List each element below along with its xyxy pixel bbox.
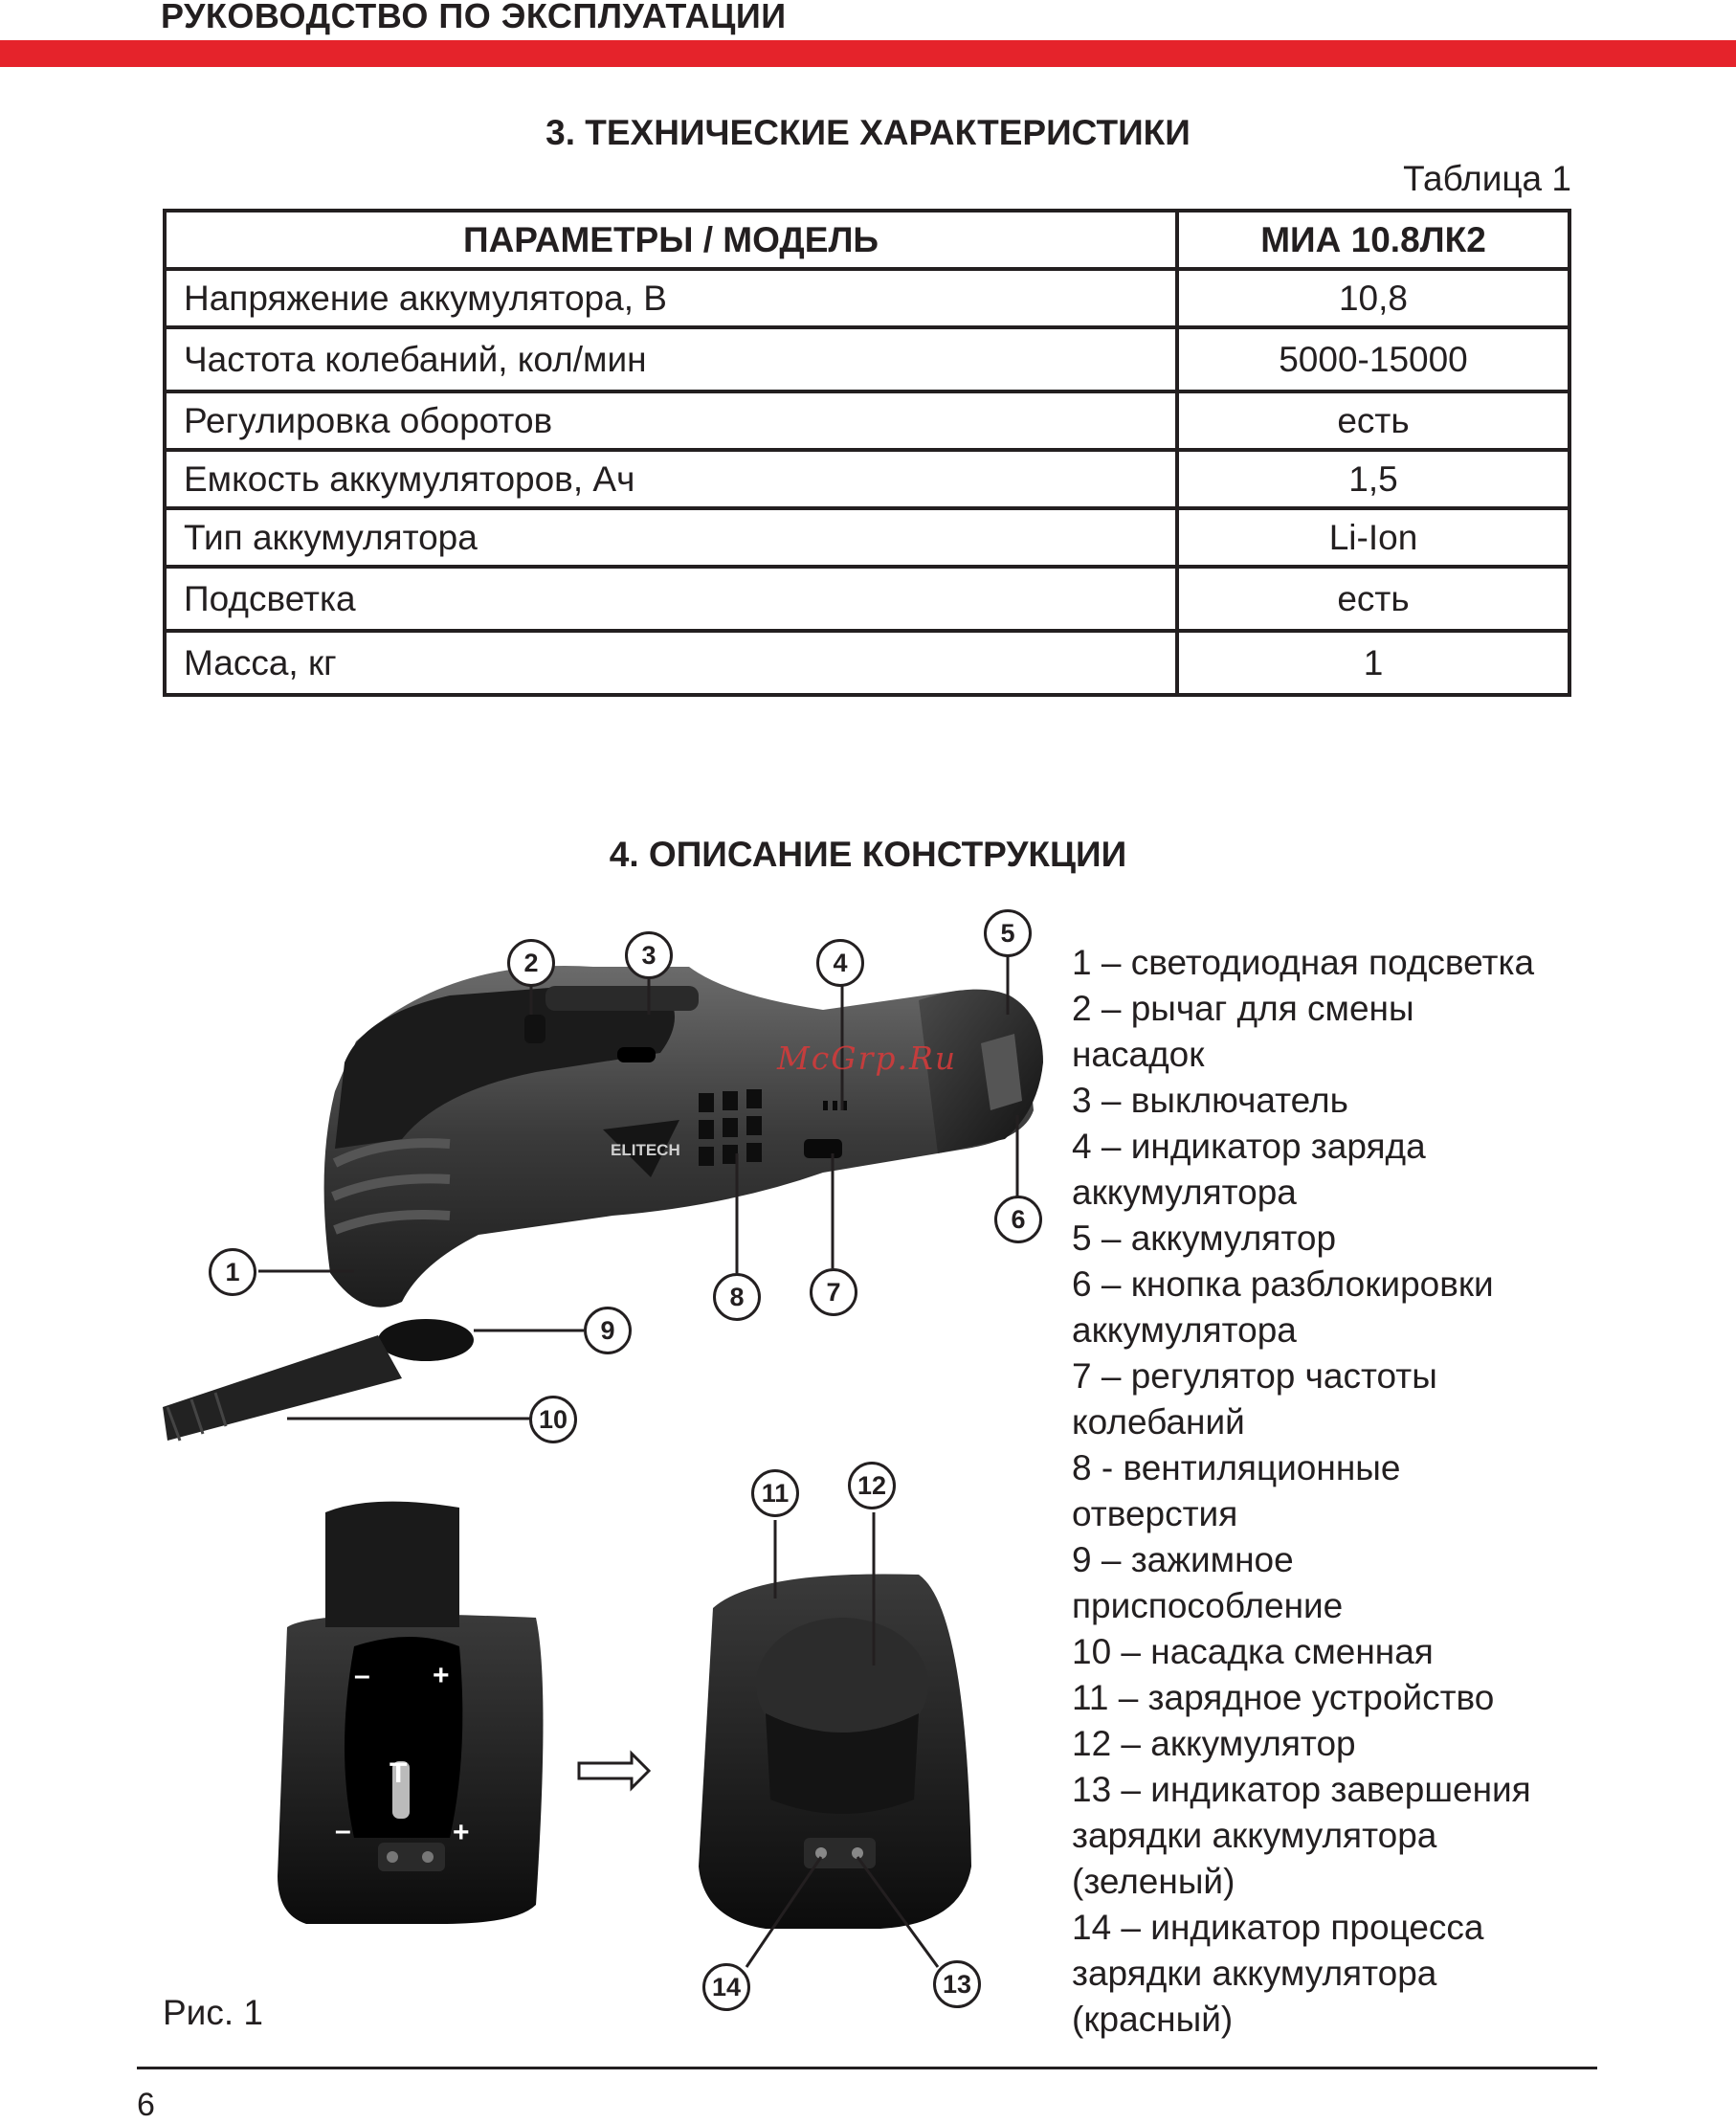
legend-item: (зеленый): [1072, 1862, 1235, 1901]
table-cell-value: 1: [1177, 631, 1569, 695]
legend-item: 13 – индикатор завершения: [1072, 1770, 1531, 1809]
callout-7: 7: [810, 1268, 857, 1316]
legend-item: 4 – индикатор заряда: [1072, 1127, 1426, 1166]
table-cell-param: Регулировка оборотов: [165, 391, 1177, 450]
page-header-title: РУКОВОДСТВО ПО ЭКСПЛУАТАЦИИ: [161, 0, 787, 35]
table-cell-value: 10,8: [1177, 269, 1569, 327]
callout-11: 11: [751, 1469, 799, 1517]
callout-14: 14: [702, 1963, 750, 2011]
table-header-param: ПАРАМЕТРЫ / МОДЕЛЬ: [165, 211, 1177, 269]
table-cell-param: Масса, кг: [165, 631, 1177, 695]
legend-item: зарядки аккумулятора: [1072, 1954, 1437, 1993]
table-cell-value: Li-Ion: [1177, 508, 1569, 567]
section-3-title: 3. ТЕХНИЧЕСКИЕ ХАРАКТЕРИСТИКИ: [545, 113, 1191, 152]
callout-5: 5: [984, 909, 1032, 957]
legend-item: зарядки аккумулятора: [1072, 1816, 1437, 1855]
charger-plus-bottom: +: [453, 1817, 470, 1848]
legend-item: 9 – зажимное: [1072, 1540, 1294, 1579]
watermark: McGrp.Ru: [777, 1040, 958, 1077]
charger-plus-top: +: [433, 1660, 450, 1691]
legend-item: колебаний: [1072, 1402, 1245, 1442]
callout-3: 3: [625, 931, 673, 979]
charger-t-mark: T: [389, 1757, 408, 1789]
legend-item: 1 – светодиодная подсветка: [1072, 943, 1535, 982]
footer-rule: [137, 2067, 1597, 2069]
legend-item: аккумулятора: [1072, 1310, 1297, 1350]
charger-minus-bottom: –: [335, 1815, 351, 1846]
callout-13: 13: [933, 1960, 981, 2008]
legend-item: 14 – индикатор процесса: [1072, 1908, 1484, 1947]
section-4-title: 4. ОПИСАНИЕ КОНСТРУКЦИИ: [609, 835, 1127, 874]
table-cell-value: есть: [1177, 391, 1569, 450]
legend-item: 3 – выключатель: [1072, 1081, 1348, 1120]
page-number: 6: [137, 2087, 155, 2123]
legend-item: 7 – регулятор частоты: [1072, 1356, 1437, 1396]
legend-item: 12 – аккумулятор: [1072, 1724, 1356, 1763]
table-cell-param: Тип аккумулятора: [165, 508, 1177, 567]
legend-item: отверстия: [1072, 1494, 1238, 1533]
legend-item: (красный): [1072, 2000, 1234, 2039]
legend-item: 6 – кнопка разблокировки: [1072, 1264, 1494, 1304]
table-cell-value: 5000-15000: [1177, 327, 1569, 391]
legend-item: 2 – рычаг для смены: [1072, 989, 1414, 1028]
callout-4: 4: [816, 939, 864, 987]
legend-item: насадок: [1072, 1035, 1205, 1074]
legend-item: 11 – зарядное устройство: [1072, 1678, 1495, 1717]
legend-item: 8 - вентиляционные: [1072, 1448, 1401, 1487]
legend: [1072, 940, 1723, 2043]
table-caption: Таблица 1: [1403, 159, 1571, 198]
table-cell-value: есть: [1177, 567, 1569, 631]
charger-minus-top: –: [354, 1660, 370, 1691]
table-cell-param: Напряжение аккумулятора, В: [165, 269, 1177, 327]
table-cell-value: 1,5: [1177, 450, 1569, 508]
callout-8: 8: [713, 1273, 761, 1321]
table-cell-param: Частота колебаний, кол/мин: [165, 327, 1177, 391]
figure-caption: Рис. 1: [163, 1993, 263, 2032]
callout-9: 9: [584, 1307, 632, 1354]
callout-12: 12: [848, 1462, 896, 1509]
legend-item: 5 – аккумулятор: [1072, 1219, 1337, 1258]
callout-10: 10: [529, 1396, 577, 1443]
callout-2: 2: [507, 939, 555, 987]
callout-6: 6: [994, 1196, 1042, 1243]
callout-1: 1: [209, 1248, 256, 1296]
table-cell-param: Подсветка: [165, 567, 1177, 631]
legend-item: 10 – насадка сменная: [1072, 1632, 1434, 1671]
table-header-model: МИА 10.8ЛК2: [1177, 211, 1569, 269]
elitech-logo: ELITECH: [611, 1141, 680, 1159]
legend-item: аккумулятора: [1072, 1173, 1297, 1212]
table-cell-param: Емкость аккумуляторов, Ач: [165, 450, 1177, 508]
legend-item: приспособление: [1072, 1586, 1344, 1625]
